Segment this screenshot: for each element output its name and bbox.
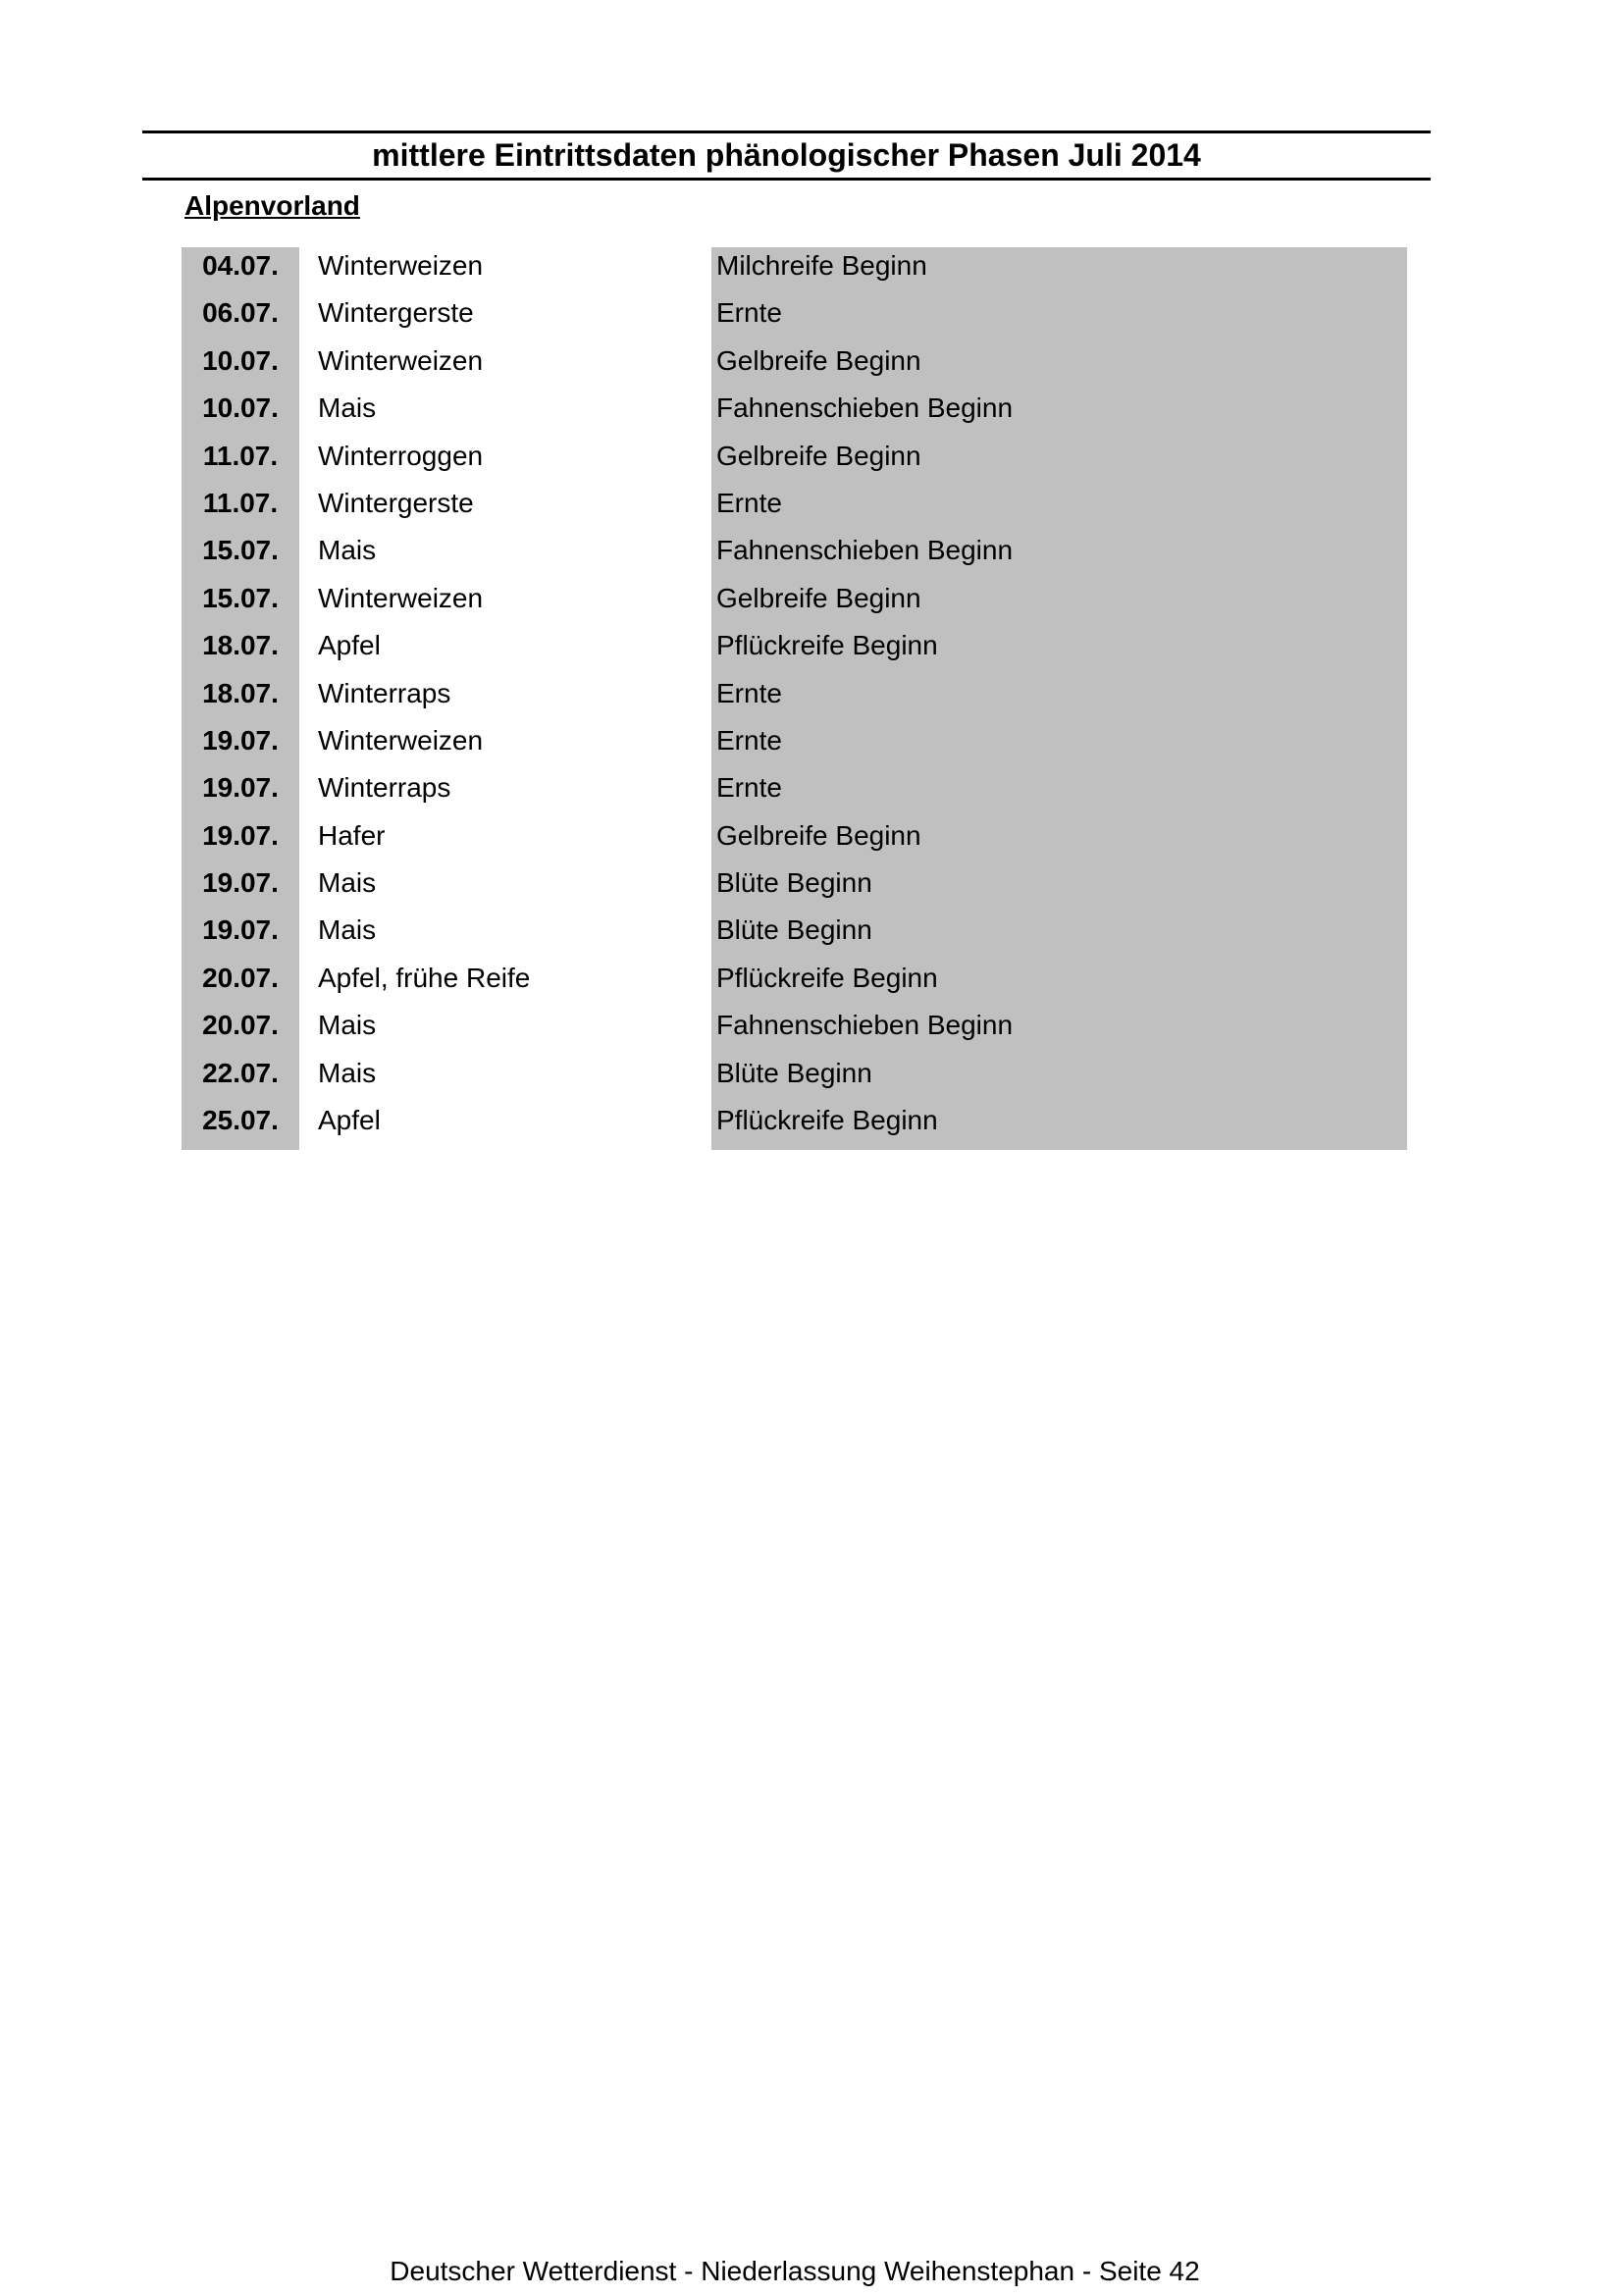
row-plant: Hafer (318, 819, 386, 851)
row-date: 04.07. (202, 250, 279, 281)
row-date: 18.07. (202, 630, 279, 661)
row-plant: Apfel, frühe Reife (318, 962, 531, 993)
row-date: 22.07. (202, 1057, 279, 1088)
table-row (182, 1050, 1407, 1097)
table-row (182, 527, 1407, 574)
row-date: 19.07. (202, 772, 279, 804)
row-date: 20.07. (202, 1010, 279, 1041)
table-row (182, 289, 1407, 337)
row-plant: Winterraps (318, 772, 451, 804)
row-phase: Blüte Beginn (716, 867, 872, 899)
row-plant: Winterweizen (318, 582, 484, 613)
row-phase: Fahnenschieben Beginn (716, 535, 1014, 566)
region-heading: Alpenvorland (184, 190, 360, 221)
table-row (182, 480, 1407, 527)
row-phase: Ernte (716, 772, 782, 804)
row-plant: Wintergerste (318, 487, 474, 518)
row-date: 10.07. (202, 344, 279, 376)
row-date: 15.07. (202, 535, 279, 566)
row-phase: Pflückreife Beginn (716, 630, 938, 661)
row-plant: Winterweizen (318, 250, 484, 281)
page-footer: Deutscher Wetterdienst - Niederlassung Weihenstephan - Seite 42 (390, 2256, 1200, 2286)
row-phase: Gelbreife Beginn (716, 819, 921, 851)
row-plant: Winterweizen (318, 724, 484, 756)
table-row (182, 955, 1407, 1002)
table-row (182, 860, 1407, 907)
row-plant: Winterweizen (318, 344, 484, 376)
table-row (182, 812, 1407, 860)
row-plant: Apfel (318, 630, 381, 661)
row-date: 25.07. (202, 1105, 279, 1136)
row-phase: Blüte Beginn (716, 1057, 872, 1088)
row-plant: Mais (318, 1057, 377, 1088)
row-date: 06.07. (202, 297, 279, 329)
row-date: 15.07. (202, 582, 279, 613)
table-row (182, 764, 1407, 811)
table-row (182, 717, 1407, 764)
row-phase: Blüte Beginn (716, 914, 872, 946)
row-date: 19.07. (202, 914, 279, 946)
table-row (182, 907, 1407, 954)
row-plant: Mais (318, 914, 377, 946)
row-date: 11.07. (202, 440, 279, 471)
table-row (182, 575, 1407, 622)
row-phase: Pflückreife Beginn (716, 1105, 938, 1136)
row-plant: Mais (318, 535, 377, 566)
table-row (182, 1097, 1407, 1144)
row-phase: Ernte (716, 487, 782, 518)
row-phase: Pflückreife Beginn (716, 962, 938, 993)
row-plant: Wintergerste (318, 297, 474, 329)
phenology-table (182, 242, 1407, 1144)
row-plant: Winterraps (318, 677, 451, 708)
row-phase: Gelbreife Beginn (716, 440, 921, 471)
table-row (182, 1002, 1407, 1049)
row-date: 19.07. (202, 867, 279, 899)
table-row (182, 670, 1407, 717)
row-phase: Gelbreife Beginn (716, 582, 921, 613)
row-phase: Fahnenschieben Beginn (716, 1010, 1014, 1041)
row-date: 19.07. (202, 819, 279, 851)
table-row (182, 242, 1407, 289)
row-phase: Ernte (716, 297, 782, 329)
table-row (182, 385, 1407, 432)
row-plant: Mais (318, 1010, 377, 1041)
table-row (182, 433, 1407, 480)
row-plant: Apfel (318, 1105, 381, 1136)
title-rule-bottom (142, 178, 1431, 181)
table-row (182, 622, 1407, 669)
row-date: 18.07. (202, 677, 279, 708)
row-phase: Ernte (716, 677, 782, 708)
row-date: 11.07. (202, 487, 279, 518)
row-plant: Winterroggen (318, 440, 484, 471)
table-row (182, 338, 1407, 385)
row-phase: Fahnenschieben Beginn (716, 392, 1014, 424)
row-date: 10.07. (202, 392, 279, 424)
row-plant: Mais (318, 392, 377, 424)
row-phase: Gelbreife Beginn (716, 344, 921, 376)
row-phase: Milchreife Beginn (716, 250, 927, 281)
row-date: 19.07. (202, 724, 279, 756)
row-plant: Mais (318, 867, 377, 899)
row-date: 20.07. (202, 962, 279, 993)
page-title: mittlere Eintrittsdaten phänologischer Phasen Juli 2014 (372, 137, 1201, 173)
row-phase: Ernte (716, 724, 782, 756)
